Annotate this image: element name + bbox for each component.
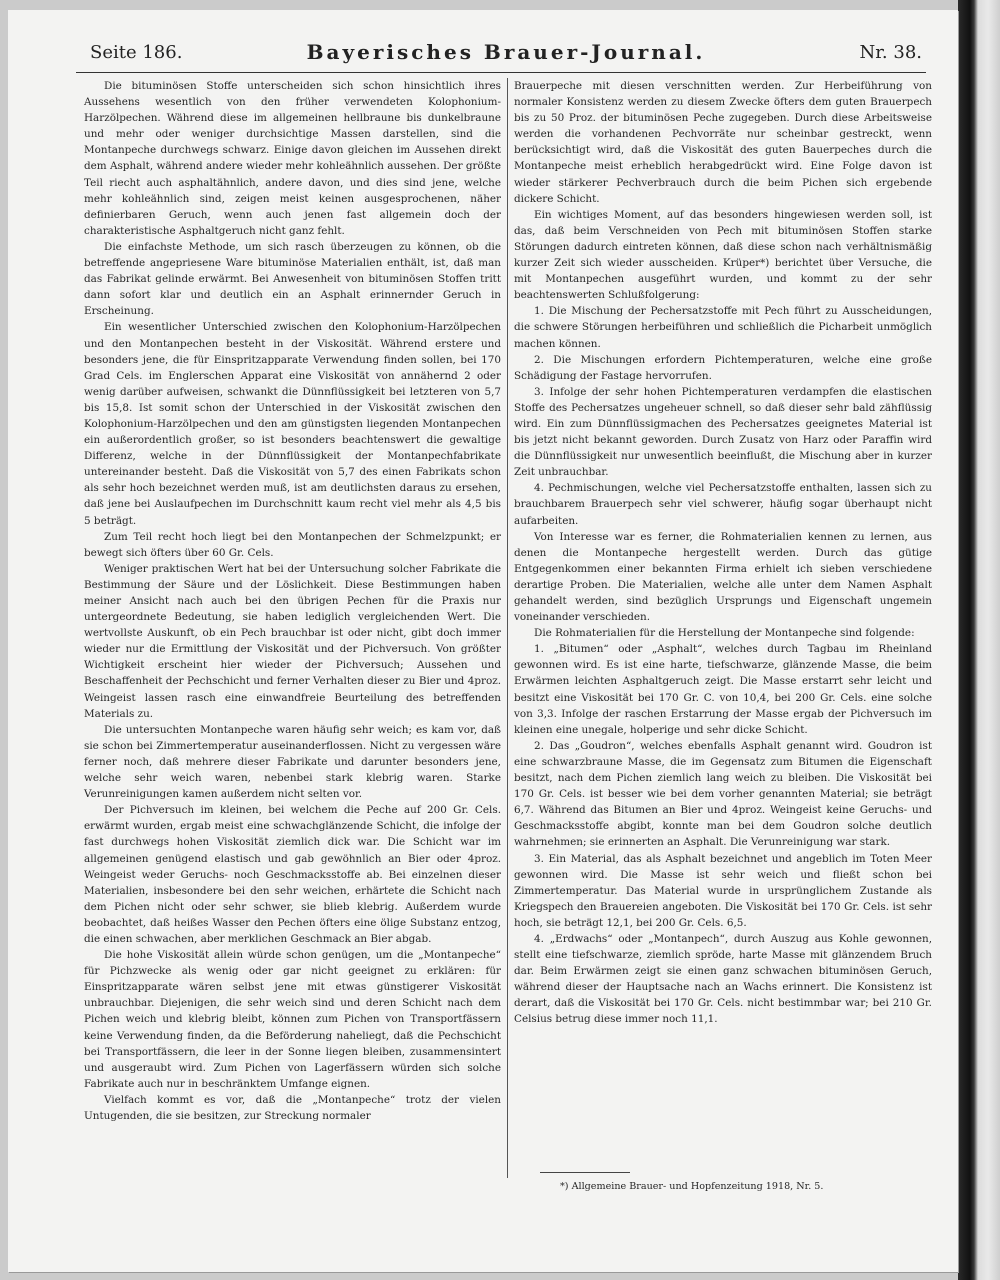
footnote: *) Allgemeine Brauer- und Hopfenzeitung 1918, Nr. 5. bbox=[560, 1181, 824, 1192]
paragraph: Ein wichtiges Moment, auf das besonders hingewiesen werden soll, ist das, daß beim Verschneiden von Pech mit bituminösen Stoffen starke Störungen dadurch eintreten können, daß diese schon nach verhältnismäßig kurzer Zeit sich wieder ausscheiden. Krüper*) berichtet über Versuche, die mit Montanpechen ausgeführt wurden, und kommt zu der sehr beachtenswerten Schlußfolgerung: bbox=[514, 208, 932, 302]
paragraph: Die bituminösen Stoffe unterscheiden sich schon hinsichtlich ihres Aussehens wesentlich von den früher verwendeten Kolophonium-Harzölpechen. Während diese im allgemeinen hellbraune bis dunkelbraune und mehr oder weniger durchsichtige Massen darstellen, sind die Montanpeche durchwegs schwarz. Einige davon gleichen im Aussehen direkt dem Asphalt, während andere wieder mehr kohleähnlich aussehen. Der größte Teil riecht auch asphaltähnlich, andere davon, und dies sind jene, welche mehr kohleähnlich sind, zeigen meist keinen ausgesprochenen, näher definierbaren Geruch, wenn auch jenen fast allgemein doch der charakteristische Asphaltgeruch nicht ganz fehlt. bbox=[84, 80, 501, 237]
header-rule bbox=[76, 72, 926, 73]
list-item: 3. Infolge der sehr hohen Pichtemperaturen verdampfen die elastischen Stoffe des Pechersatzes ungeheuer schnell, so daß dieser sehr bald zähflüssig wird. Ein zum Dünnflüssigmachen des Pechersatzes geeignetes Material ist bis jetzt nicht bekannt geworden. Durch Zusatz von Harz oder Paraffin wird die Dünnflüssigkeit nur unwesentlich beeinflußt, die Mischung aber in kurzer Zeit unbrauchbar. bbox=[514, 385, 932, 479]
list-item: 4. „Erdwachs“ oder „Montanpech“, durch Auszug aus Kohle gewonnen, stellt eine tiefschwarze, ziemlich spröde, harte Masse mit glänzendem Bruch dar. Beim Erwärmen zeigt sie einen ganz schwachen bituminösen Geruch, während dieser der Hauptsache nach an Wachs erinnert. Die Konsistenz ist derart, daß die Viskosität bei 170 Gr. Cels. nicht bestimmbar war; bei 210 Gr. Celsius betrug diese immer noch 11,1. bbox=[514, 932, 932, 1026]
paragraph: Die Rohmaterialien für die Herstellung der Montanpeche sind folgende: bbox=[534, 627, 915, 640]
footnote-rule bbox=[540, 1172, 630, 1173]
list-item: 1. Die Mischung der Pechersatzstoffe mit Pech führt zu Ausscheidungen, die schwere Störungen herbeiführen und schließlich die Picharbeit unmöglich machen können. bbox=[514, 305, 932, 350]
right-column bbox=[514, 78, 932, 1028]
paragraph: Von Interesse war es ferner, die Rohmaterialien kennen zu lernen, aus denen die Montanpeche hergestellt werden. Durch das gütige Entgegenkommen einer bekannten Firma erhielt ich sieben verschiedene derartige Proben. Die Materialien, welche alle unter dem Namen Asphalt gehandelt werden, sind bezüglich Ursprungs und Eigenschaft ungemein voneinander verschieden. bbox=[514, 530, 932, 624]
left-column bbox=[84, 78, 501, 1124]
paragraph: Brauerpeche mit diesen verschnitten werden. Zur Herbeiführung von normaler Konsistenz werden zu diesem Zwecke öfters dem guten Brauerpech bis zu 50 Proz. der bituminösen Peche zugegeben. Durch diese Arbeitsweise werden die vorhandenen Pechvorräte nur scheinbar gestreckt, wenn berücksichtigt wird, daß die Viskosität des guten Bauerpeches durch die Montanpeche meist erheblich herabgedrückt wird. Eine Folge davon ist wieder stärkerer Pechverbrauch durch die beim Pichen sich ergebende dickere Schicht. bbox=[514, 80, 932, 205]
paragraph: Weniger praktischen Wert hat bei der Untersuchung solcher Fabrikate die Bestimmung der Säure und der Löslichkeit. Diese Bestimmungen haben meiner Ansicht nach auch bei den übrigen Pechen für die Praxis nur untergeordnete Bedeutung, sie haben lediglich vergleichenden Wert. Die wertvollste Auskunft, ob ein Pech brauchbar ist oder nicht, gibt doch immer wieder nur die Ermittlung der Viskosität und der Pichversuch. Von größter Wichtigkeit erscheint hier wieder der Pichversuch; Aussehen und Beschaffenheit der Pechschicht und ferner Verhalten dieser zu Bier und 4proz. Weingeist lassen rasch eine einwandfreie Beurteilung des betreffenden Materials zu. bbox=[84, 562, 501, 720]
page-header bbox=[90, 38, 922, 68]
paragraph: Die einfachste Methode, um sich rasch überzeugen zu können, ob die betreffende angepriesene Ware bituminöse Materialien enthält, ist, daß man das Fabrikat gelinde erwärmt. Bei Anwesenheit von bituminösen Stoffen tritt dann sofort klar und deutlich ein an Asphalt erinnernder Geruch in Erscheinung. bbox=[84, 240, 501, 318]
list-item: 2. Die Mischungen erfordern Pichtemperaturen, welche eine große Schädigung der Fastage hervorrufen. bbox=[514, 353, 932, 382]
paragraph: Zum Teil recht hoch liegt bei den Montanpechen der Schmelzpunkt; er bewegt sich öfters über 60 Gr. Cels. bbox=[84, 530, 501, 559]
list-item: 3. Ein Material, das als Asphalt bezeichnet und angeblich im Toten Meer gewonnen wird. Die Masse ist sehr weich und fließt schon bei Zimmertemperatur. Das Material wurde in ursprünglichem Zustande als Kriegspech den Brauereien angeboten. Die Viskosität bei 170 Gr. Cels. ist sehr hoch, sie beträgt 12,1, bei 200 Gr. Cels. 6,5. bbox=[514, 852, 932, 929]
paragraph: Die hohe Viskosität allein würde schon genügen, um die „Montanpeche“ für Pichzwecke als wenig oder gar nicht geeignet zu erklären: für Einspritzapparate wären selbst jene mit etwas günstigerer Viskosität unbrauchbar. Diejenigen, die sehr weich sind und deren Schicht nach dem Pichen weich und klebrig bleibt, können zum Pichen von Transportfässern keine Verwendung finden, da die Beförderung naheliegt, daß die Pechschicht bei Transportfässern, die leer in der Sonne liegen bleiben, zusammensintert und ausgeraubt wird. Zum Pichen von Lagerfässern würden sich solche Fabrikate auch nur in beschränktem Umfange eignen. bbox=[84, 949, 501, 1090]
list-item: 4. Pechmischungen, welche viel Pechersatzstoffe enthalten, lassen sich zu brauchbarem Brauerpech sehr viel schwerer, häufig sogar überhaupt nicht aufarbeiten. bbox=[514, 482, 932, 527]
paragraph: Die untersuchten Montanpeche waren häufig sehr weich; es kam vor, daß sie schon bei Zimmertemperatur auseinanderflossen. Nicht zu vergessen wäre ferner noch, daß mehrere dieser Fabrikate und darunter besonders jene, welche sehr weich waren, nebenbei stark klebrig waren. Starke Verunreinigungen kamen außerdem nicht selten vor. bbox=[84, 723, 501, 801]
paragraph: Ein wesentlicher Unterschied zwischen den Kolophonium-Harzölpechen und den Montanpechen besteht in der Viskosität. Während erstere und besonders jene, die für Einspritzapparate Verwendung finden sollen, bei 170 Grad Cels. im Englerschen Apparat eine Viskosität von annähernd 2 oder wenig darüber aufweisen, schwankt die Dünnflüssigkeit bei letzteren von 5,7 bis 15,8. Ist somit schon der Unterschied in der Viskosität zwischen den Kolophonium-Harzölpechen und den am günstigsten liegenden Montanpechen ein außerordentlich großer, so ist besonders beachtenswert die gewaltige Differenz, welche in der Dünnflüssigkeit der Montanpechfabrikate untereinander besteht. Daß die Viskosität von 5,7 des einen Fabrikats schon als sehr hoch bezeichnet werden muß, ist am deutlichsten daraus zu ersehen, daß jene bei Auslaufpechen im Durchschnitt kaum recht viel mehr als 4,5 bis 5 beträgt. bbox=[84, 321, 501, 527]
paragraph: Der Pichversuch im kleinen, bei welchem die Peche auf 200 Gr. Cels. erwärmt wurden, ergab meist eine schwachglänzende Schicht, die infolge der fast durchwegs hohen Viskosität ziemlich dick war. Die Schicht war im allgemeinen genügend elastisch und gab gewöhnlich an Bier oder 4proz. Weingeist weder Geruchs- noch Geschmacksstoffe ab. Bei einzelnen dieser Materialien, insbesondere bei den sehr weichen, erhärtete die Schicht nach dem Pichen nicht oder sehr schwer, sie blieb klebrig. Außerdem wurde beobachtet, daß heißes Wasser den Pechen öfters eine ölige Substanz entzog, die einen schwachen, aber merklichen Geschmack an Bier abgab. bbox=[84, 804, 501, 945]
list-item: 1. „Bitumen“ oder „Asphalt“, welches durch Tagbau im Rheinland gewonnen wird. Es ist eine harte, tiefschwarze, glänzende Masse, die beim Erwärmen leichten Asphaltgeruch zeigt. Die Masse erstarrt sehr leicht und besitzt eine Viskosität bei 170 Gr. C. von 10,4, bei 200 Gr. Cels. eine solche von 3,3. Infolge der raschen Erstarrung der Masse ergab der Pichversuch im kleinen eine unegale, holperige und sehr dicke Schicht. bbox=[514, 643, 932, 736]
book-spine-edge bbox=[958, 0, 1000, 1280]
issue-number: Nr. 38. bbox=[859, 42, 922, 63]
journal-title: Bayerisches Brauer-Journal. bbox=[306, 40, 706, 64]
list-item: 2. Das „Goudron“, welches ebenfalls Asphalt genannt wird. Goudron ist eine schwarzbraune Masse, die im Gegensatz zum Bitumen die Eigenschaft besitzt, nach dem Pichen ziemlich lang weich zu bleiben. Die Viskosität bei 170 Gr. Cels. ist besser wie bei dem vorher genannten Material; sie beträgt 6,7. Während das Bitumen an Bier und 4proz. Weingeist keine Geruchs- und Geschmacksstoffe abgibt, konnte man bei dem Goudron solche deutlich wahrnehmen; sie erinnerten an Asphalt. Die Verunreinigung war stark. bbox=[514, 739, 932, 849]
page-number: Seite 186. bbox=[90, 42, 183, 63]
column-divider bbox=[507, 78, 508, 1178]
paragraph: Vielfach kommt es vor, daß die „Montanpeche“ trotz der vielen Untugenden, die sie besitzen, zur Streckung normaler bbox=[84, 1093, 501, 1122]
